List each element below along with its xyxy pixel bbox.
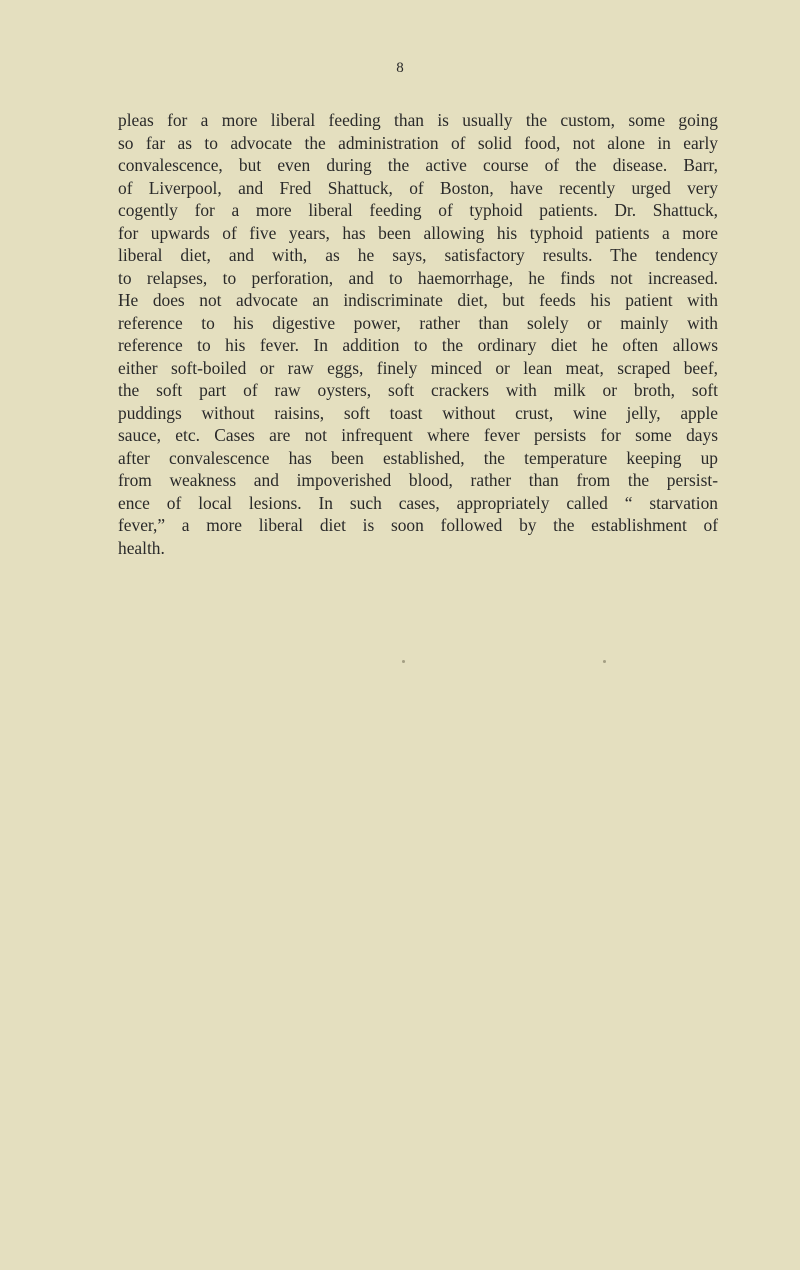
text-line: sauce, etc. Cases are not infrequent where fever persists for some days bbox=[118, 425, 718, 445]
text-line: He does not advocate an indiscriminate diet, but feeds his patient with bbox=[118, 290, 718, 310]
text-line: from weakness and impoverished blood, rather than from the persist- bbox=[118, 470, 718, 490]
text-line: cogently for a more liberal feeding of typhoid patients. Dr. Shattuck, bbox=[118, 200, 718, 220]
text-line: convalescence, but even during the active course of the disease. Barr, bbox=[118, 155, 718, 175]
text-line: fever,” a more liberal diet is soon followed by the establishment of bbox=[118, 515, 718, 535]
page-number: 8 bbox=[396, 60, 404, 76]
text-line: reference to his digestive power, rather than solely or mainly with bbox=[118, 312, 718, 333]
text-line: the soft part of raw oysters, soft crackers with milk or broth, soft bbox=[118, 380, 718, 400]
text-line: either soft-boiled or raw eggs, finely minced or lean meat, scraped beef, bbox=[118, 357, 718, 378]
text-line: to relapses, to perforation, and to haemorrhage, he finds not increased. bbox=[118, 267, 718, 288]
text-line: for upwards of five years, has been allowing his typhoid patients a more bbox=[118, 222, 718, 243]
text-line: puddings without raisins, soft toast without crust, wine jelly, apple bbox=[118, 402, 718, 423]
text-line: pleas for a more liberal feeding than is usually the custom, some going bbox=[118, 110, 718, 130]
text-line: health. bbox=[118, 537, 165, 558]
text-line: liberal diet, and with, as he says, satisfactory results. The tendency bbox=[118, 245, 718, 265]
text-line: ence of local lesions. In such cases, appropriately called “ starvation bbox=[118, 492, 718, 513]
paper-speck bbox=[402, 660, 405, 663]
paper-speck bbox=[603, 660, 606, 663]
text-line: so far as to advocate the administration of solid food, not alone in early bbox=[118, 132, 718, 153]
text-line: after convalescence has been established, the temperature keeping up bbox=[118, 447, 718, 468]
text-line: reference to his fever. In addition to the ordinary diet he often allows bbox=[118, 335, 718, 355]
body-paragraph bbox=[118, 109, 718, 559]
text-line: of Liverpool, and Fred Shattuck, of Boston, have recently urged very bbox=[118, 177, 718, 198]
